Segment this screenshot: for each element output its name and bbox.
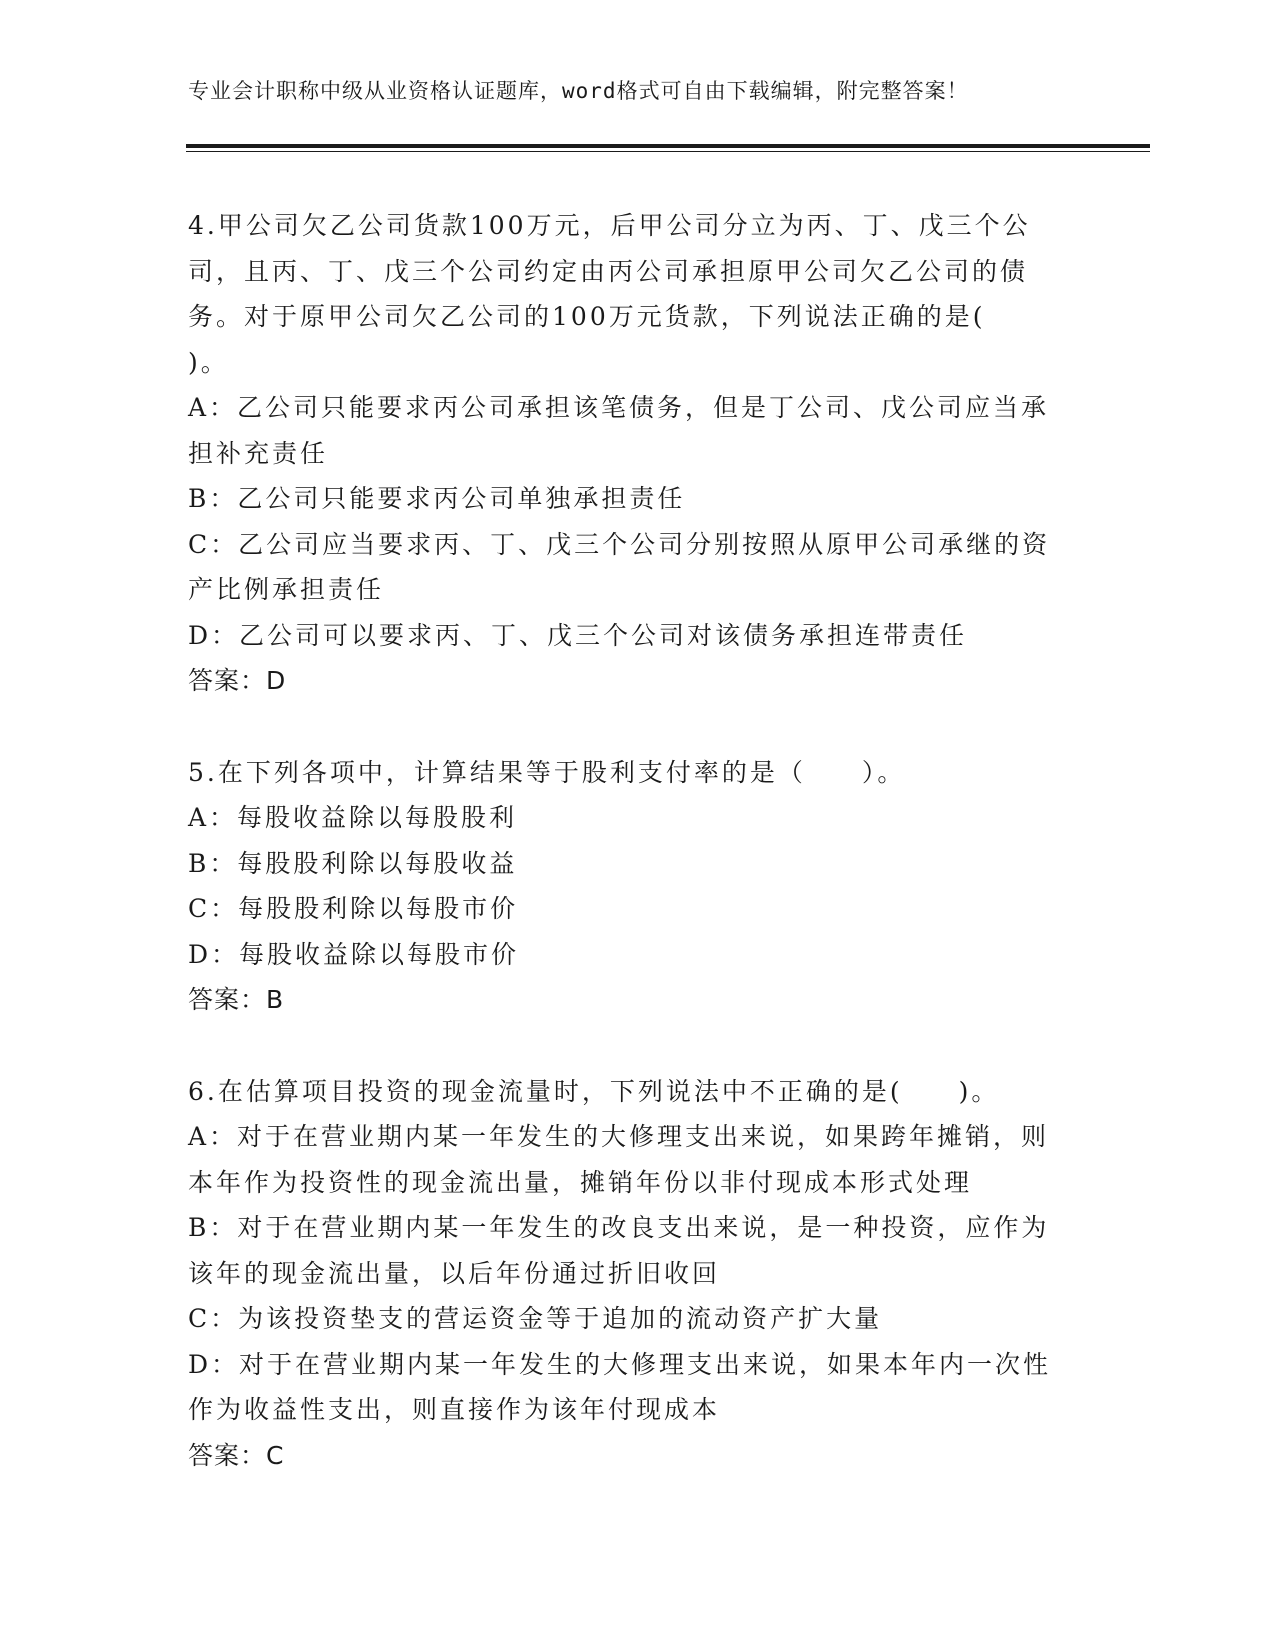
option-a-line: 担补充责任 [188,438,329,468]
question-5 [188,750,1068,1023]
option-a-line: A：每股收益除以每股股利 [188,803,518,832]
option-a-line: A：对于在营业期内某一年发生的大修理支出来说，如果跨年摊销，则 [188,1122,1050,1151]
option-a-line: A：乙公司只能要求丙公司承担该笔债务，但是丁公司、戊公司应当承 [188,393,1050,422]
answer-label: 答案：B [188,985,285,1014]
option-c-line: 产比例承担责任 [188,575,385,604]
option-d-line: D：乙公司可以要求丙、丁、戊三个公司对该债务承担连带责任 [188,620,968,650]
option-b-line: B：对于在营业期内某一年发生的改良支出来说，是一种投资，应作为 [188,1213,1050,1242]
option-b-line: 该年的现金流出量，以后年份通过折旧收回 [188,1258,721,1288]
option-c-line: C：为该投资垫支的营运资金等于追加的流动资产扩大量 [188,1304,883,1333]
option-a-line: 本年作为投资性的现金流出量，摊销年份以非付现成本形式处理 [188,1167,973,1197]
question-list [188,203,1068,1524]
header-rule-thick [186,144,1150,148]
question-6 [188,1069,1068,1479]
question-stem-line: 6.在估算项目投资的现金流量时，下列说法中不正确的是( )。 [188,1076,1000,1106]
option-d-line: D：对于在营业期内某一年发生的大修理支出来说，如果本年内一次性 [188,1349,1052,1379]
answer-label: 答案：C [188,1440,285,1470]
answer-label: 答案：D [188,666,287,695]
header-rule-thin [186,151,1150,152]
option-d-line: D：每股收益除以每股市价 [188,939,520,969]
option-d-line: 作为收益性支出，则直接作为该年付现成本 [188,1395,721,1424]
question-4 [188,203,1068,704]
option-c-line: C：每股股利除以每股市价 [188,894,519,923]
question-stem-line: )。 [188,347,229,377]
question-stem-line: 务。对于原甲公司欠乙公司的100万元货款，下列说法正确的是( [188,302,986,331]
option-c-line: C：乙公司应当要求丙、丁、戊三个公司分别按照从原甲公司承继的资 [188,529,1051,559]
question-stem-line: 司，且丙、丁、戊三个公司约定由丙公司承担原甲公司欠乙公司的债 [188,256,1029,286]
question-stem-line: 5.在下列各项中，计算结果等于股利支付率的是（ ）。 [188,757,906,787]
question-stem-line: 4.甲公司欠乙公司货款100万元，后甲公司分立为丙、丁、戊三个公 [188,211,1031,240]
option-b-line: B：乙公司只能要求丙公司单独承担责任 [188,484,686,513]
document-header: 专业会计职称中级从业资格认证题库，word格式可自由下载编辑，附完整答案！ [188,79,969,103]
option-b-line: B：每股股利除以每股收益 [188,848,518,878]
